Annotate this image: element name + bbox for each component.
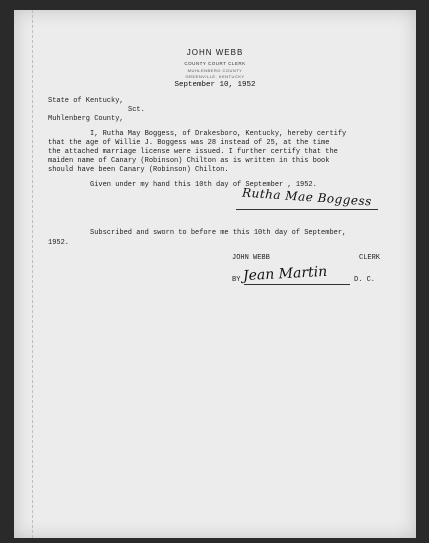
document-date: September 10, 1952 bbox=[174, 81, 256, 89]
clerk-title: CLERK bbox=[359, 254, 381, 262]
letterhead-city: GREENVILLE, KENTUCKY bbox=[185, 74, 245, 79]
letterhead-title: COUNTY COURT CLERK bbox=[184, 61, 246, 66]
given-under-hand: Given under my hand this 10th day of September , 1952. bbox=[90, 181, 317, 189]
letterhead-name: JOHN WEBB bbox=[186, 48, 244, 57]
signature-rutha: Rutha Mae Boggess bbox=[241, 185, 373, 209]
document-page bbox=[14, 10, 416, 538]
deputy-suffix: D. C. bbox=[354, 276, 376, 284]
venue-sct: Sct. bbox=[128, 106, 145, 114]
body-line-1: I, Rutha May Boggess, of Drakesboro, Kentucky, hereby certify bbox=[90, 130, 347, 138]
letterhead-county: MUHLENBERG COUNTY bbox=[187, 68, 243, 73]
signature-deputy: Jean Martin bbox=[242, 263, 328, 285]
venue-county: Muhlenberg County, bbox=[48, 115, 124, 123]
body-line-2: that the age of Willie J. Boggess was 28 instead of 25, at the time bbox=[48, 139, 330, 147]
venue-state: State of Kentucky, bbox=[48, 97, 124, 105]
body-line-3: the attached marriage license were issued. I further certify that the bbox=[48, 148, 338, 156]
sworn-line-1: Subscribed and sworn to before me this 10th day of September, bbox=[90, 229, 347, 237]
punch-margin bbox=[18, 10, 33, 538]
body-line-4: maiden name of Canary (Robinson) Chilton as is written in this book bbox=[48, 157, 330, 165]
signature-line-2 bbox=[244, 284, 350, 285]
sworn-line-2: 1952. bbox=[48, 239, 70, 247]
by-label: BY bbox=[232, 276, 241, 284]
clerk-name: JOHN WEBB bbox=[232, 254, 270, 262]
body-line-5: should have been Canary (Robinson) Chilton. bbox=[48, 166, 229, 174]
signature-line-1 bbox=[236, 209, 378, 210]
